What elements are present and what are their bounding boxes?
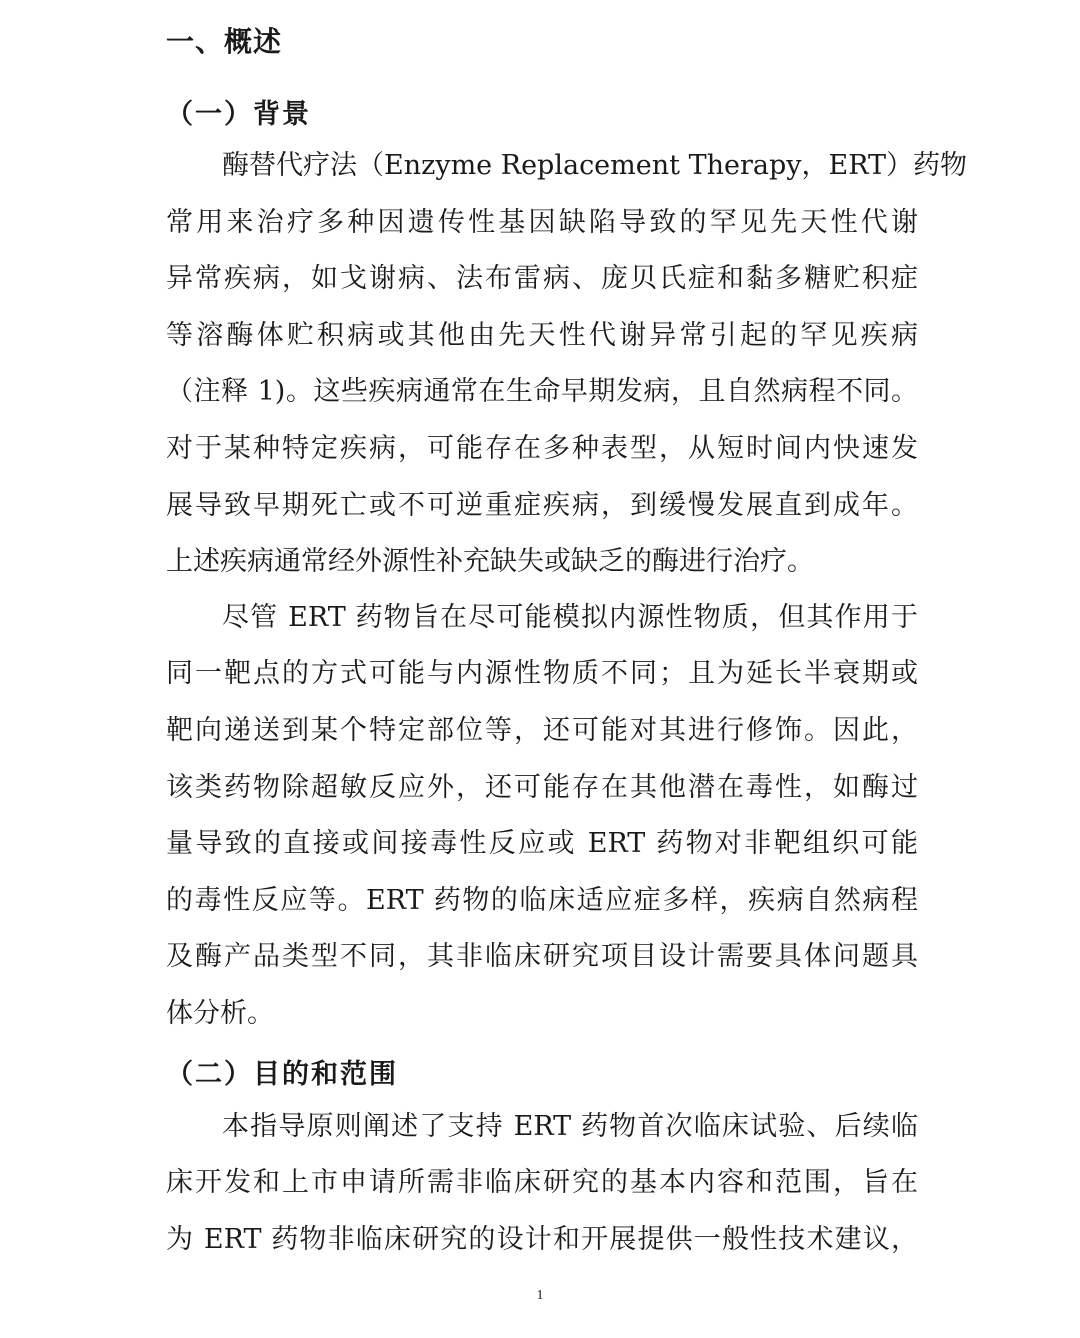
- text-line: 的毒性反应等。ERT 药物的临床适应症多样，疾病自然病程: [166, 885, 918, 916]
- text-line: 床开发和上市申请所需非临床研究的基本内容和范围，旨在: [166, 1167, 918, 1198]
- text-line: 酶替代疗法（Enzyme Replacement Therapy，ERT）药物: [222, 150, 968, 181]
- text-line: 为 ERT 药物非临床研究的设计和开展提供一般性技术建议，: [166, 1224, 918, 1255]
- text-line: 展导致早期死亡或不可逆重症疾病，到缓慢发展直到成年。: [166, 490, 918, 521]
- text-line: 常用来治疗多种因遗传性基因缺陷导致的罕见先天性代谢: [166, 207, 918, 238]
- text-line: 量导致的直接或间接毒性反应或 ERT 药物对非靶组织可能: [166, 828, 918, 859]
- page-number: 1: [536, 1288, 544, 1303]
- text-line: 异常疾病，如戈谢病、法布雷病、庞贝氏症和黏多糖贮积症: [166, 263, 918, 294]
- text-line: 上述疾病通常经外源性补充缺失或缺乏的酶进行治疗。: [166, 546, 814, 577]
- text-line: 及酶产品类型不同，其非临床研究项目设计需要具体问题具: [166, 941, 918, 972]
- subsection-heading-purpose-scope: （二）目的和范围: [166, 1059, 398, 1090]
- text-line: 本指导原则阐述了支持 ERT 药物首次临床试验、后续临: [222, 1111, 918, 1142]
- text-line: （注释 1)。这些疾病通常在生命早期发病，且自然病程不同。: [166, 376, 918, 407]
- text-line: 等溶酶体贮积病或其他由先天性代谢异常引起的罕见疾病: [166, 320, 918, 351]
- subsection-heading-background: （一）背景: [166, 99, 311, 130]
- text-line: 同一靶点的方式可能与内源性物质不同；且为延长半衰期或: [166, 658, 918, 689]
- text-line: 对于某种特定疾病，可能存在多种表型，从短时间内快速发: [166, 433, 918, 464]
- text-line: 尽管 ERT 药物旨在尽可能模拟内源性物质，但其作用于: [222, 602, 918, 633]
- section-heading-overview: 一、概述: [166, 25, 283, 58]
- text-line: 靶向递送到某个特定部位等，还可能对其进行修饰。因此，: [166, 715, 918, 746]
- text-line: 该类药物除超敏反应外，还可能存在其他潜在毒性，如酶过: [166, 772, 918, 803]
- text-line: 体分析。: [166, 998, 274, 1029]
